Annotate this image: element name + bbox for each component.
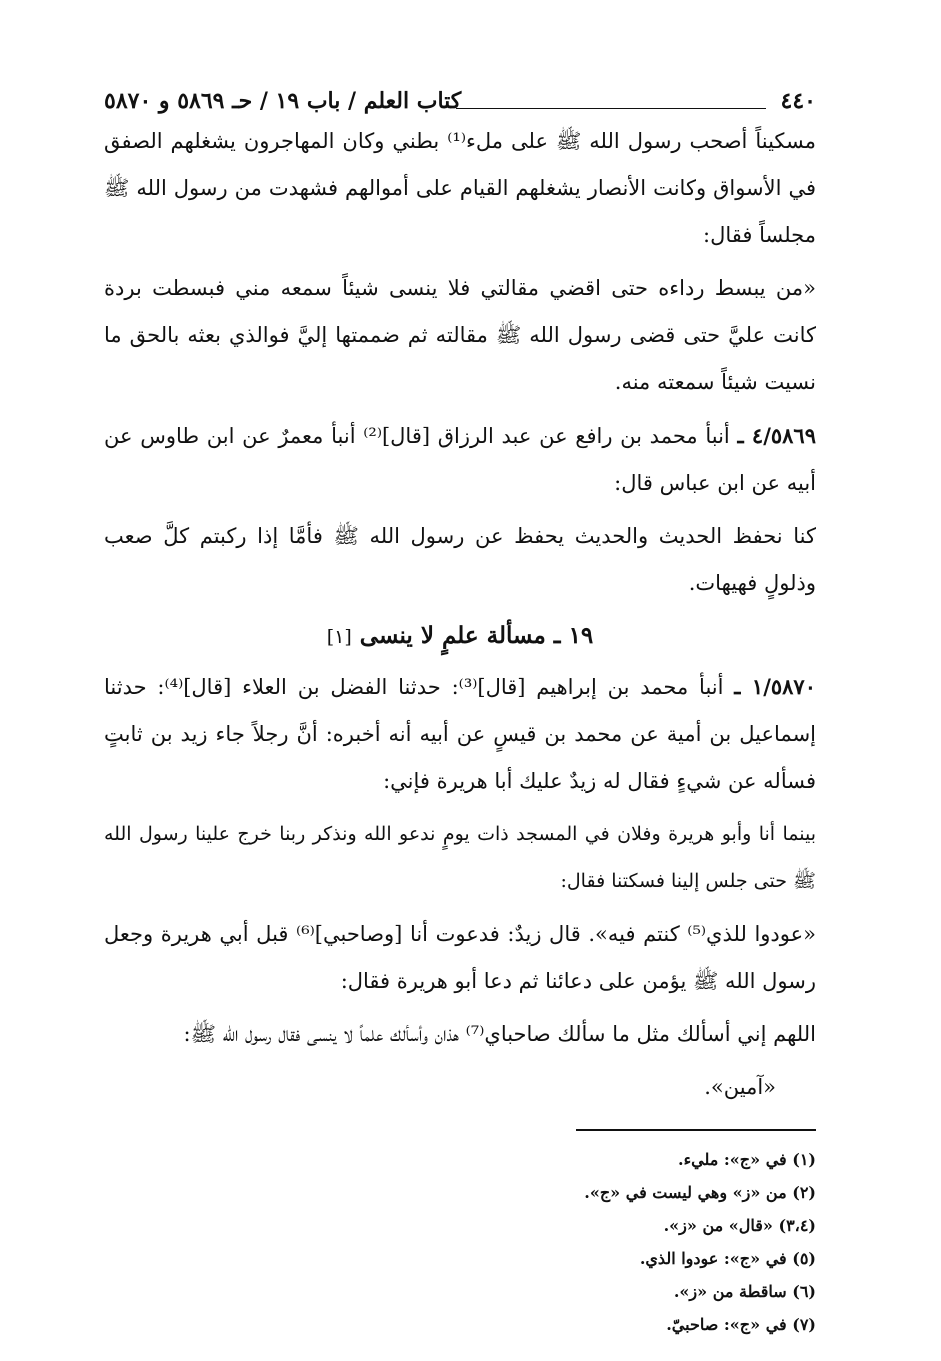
hadith-number: ٤/٥٨٦٩ ـ bbox=[737, 423, 816, 448]
footnote-7: (٧) في «ج»: صاحبيّ. bbox=[666, 1315, 816, 1334]
hadith-chain: أنبأ محمد بن رافع عن عبد الرزاق [قال]⁽²⁾ أنبأ معمرٌ عن ابن طاوس عن أبيه عن ابن عباس قال: bbox=[104, 424, 816, 495]
paragraph-2: «من يبسط رداءه حتى اقضي مقالتي فلا ينسى شيئاً سمعه مني فبسطت بردة كانت عليَّ حتى قضى رسول الله ﷺ مقالته ثم ضممتها إليَّ فوالذي بعثه بالحق ما نسيت شيئاً سمعته منه. bbox=[104, 276, 816, 394]
paragraph-8: اللهم إني أسألك مثل ما سألك صاحباي⁽⁷⁾ هذان وأسألك علماً لا ينسى فقال رسول الله ﷺ: bbox=[183, 1022, 816, 1046]
header-rule bbox=[456, 108, 766, 109]
hadith-chain: أنبأ محمد بن إبراهيم [قال]⁽³⁾: حدثنا الفضل بن العلاء [قال]⁽⁴⁾: حدثنا إسماعيل بن أمية عن محمد بن قيسٍ عن أبيه أنه أخبره: أنَّ رجلاً جاء زيد بن ثابتٍ فسأله عن شيءٍ فقال له زيدٌ عليك أبا هريرة فإني: bbox=[104, 675, 816, 793]
section-tag: [١] bbox=[326, 626, 352, 648]
footnote-rule bbox=[576, 1129, 816, 1131]
footnote-1: (١) في «ج»: مليء. bbox=[678, 1150, 816, 1169]
paragraph-6: بينما أنا وأبو هريرة وفلان في المسجد ذات يومٍ ندعو الله ونذكر ربنا خرج علينا رسول الله ﷺ حتى جلس إلينا فسكتنا فقال: bbox=[104, 823, 816, 892]
paragraph-4: كنا نحفظ الحديث والحديث يحفظ عن رسول الله ﷺ فأمَّا إذا ركبتم كلَّ صعب وذلولٍ فهيهات. bbox=[104, 524, 816, 595]
page-header bbox=[104, 88, 816, 118]
running-title: كتاب العلم / باب ١٩ / حـ ٥٨٦٩ و ٥٨٧٠ bbox=[104, 88, 462, 114]
footnote-2: (٢) من «ز» وهي ليست في «ج». bbox=[584, 1183, 816, 1202]
hadith-5869 bbox=[104, 412, 816, 507]
book-page bbox=[104, 88, 816, 1341]
section-title: ١٩ ـ مسألة علمٍ لا ينسى bbox=[359, 622, 594, 649]
paragraph-9: «آمين». bbox=[704, 1075, 776, 1099]
paragraph-7: «عودوا للذي⁽⁵⁾ كنتم فيه». قال زيدٌ: فدعوت أنا [وصاحبي]⁽⁶⁾ قبل أبي هريرة وجعل رسول الله ﷺ يؤمن على دعائنا ثم دعا أبو هريرة فقال: bbox=[104, 922, 816, 993]
hadith-number: ١/٥٨٧٠ ـ bbox=[734, 674, 816, 699]
footnote-3-4: (٣،٤) «قال» من «ز». bbox=[663, 1216, 816, 1235]
footnote-5: (٥) في «ج»: عودوا الذي. bbox=[639, 1249, 816, 1268]
page-number: ٤٤٠ bbox=[780, 88, 816, 114]
footnote-6: (٦) ساقطة من «ز». bbox=[673, 1282, 816, 1301]
footnotes bbox=[104, 1143, 816, 1341]
section-heading bbox=[104, 613, 816, 659]
paragraph-1: مسكيناً أصحب رسول الله ﷺ على ملء⁽¹⁾ بطني وكان المهاجرون يشغلهم الصفق في الأسواق وكانت الأنصار يشغلهم القيام على أموالهم فشهدت من رسول الله ﷺ مجلساً فقال: bbox=[104, 129, 817, 247]
hadith-5870 bbox=[104, 663, 816, 805]
